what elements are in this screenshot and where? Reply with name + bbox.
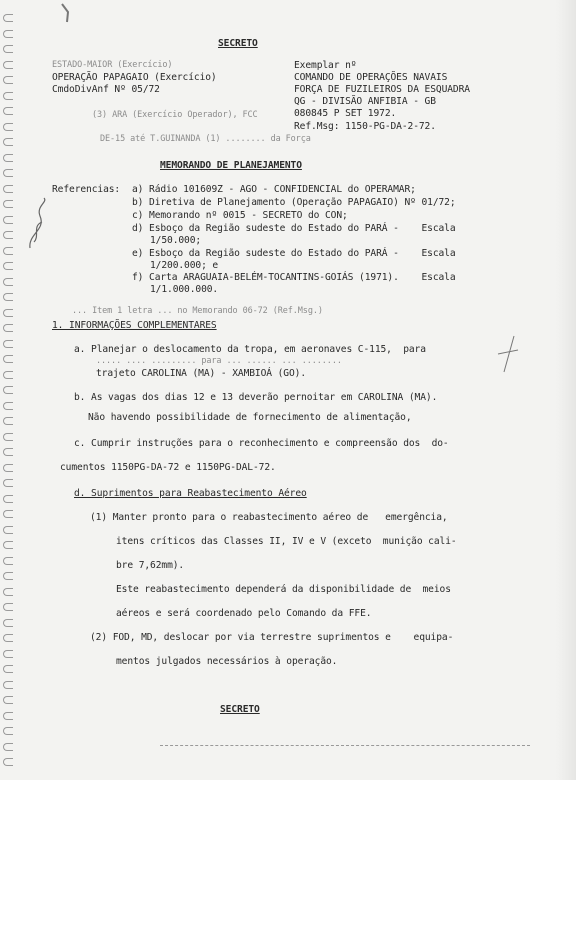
- item-d2-line1: (2) FOD, MD, deslocar por via terrestre suprimentos e equipa-: [90, 632, 454, 643]
- binder-hole: [3, 309, 13, 317]
- bottom-divider: [160, 745, 530, 750]
- binder-hole: [3, 712, 13, 720]
- section-1-title: 1. INFORMAÇÕES COMPLEMENTARES: [52, 320, 217, 331]
- header-left-line3: CmdoDivAnf Nº 05/72: [52, 84, 160, 95]
- memo-title: MEMORANDO DE PLANEJAMENTO: [160, 160, 302, 171]
- item-d1-line3: bre 7,62mm).: [116, 560, 185, 571]
- margin-pen-mark: [494, 334, 520, 374]
- header-right-line6: Ref.Msg: 1150-PG-DA-2-72.: [294, 121, 436, 132]
- binder-hole: [3, 30, 13, 38]
- item-a-line1: a. Planejar o deslocamento da tropa, em aeronaves C-115, para: [74, 344, 426, 355]
- ink-smudge: [60, 2, 72, 26]
- binder-hole: [3, 448, 13, 456]
- item-b-line1: b. As vagas dos dias 12 e 13 deverão pernoitar em CAROLINA (MA).: [74, 392, 438, 403]
- binder-hole: [3, 479, 13, 487]
- binder-hole: [3, 200, 13, 208]
- binder-hole: [3, 45, 13, 53]
- binder-hole: [3, 758, 13, 766]
- binder-hole: [3, 619, 13, 627]
- binder-hole: [3, 14, 13, 22]
- binder-hole: [3, 340, 13, 348]
- classification-bottom: SECRETO: [220, 704, 260, 715]
- binder-hole: [3, 123, 13, 131]
- binder-hole: [3, 278, 13, 286]
- binder-hole: [3, 696, 13, 704]
- binder-hole: [3, 92, 13, 100]
- header-right-line1: Exemplar nº: [294, 60, 357, 71]
- binder-hole: [3, 262, 13, 270]
- reference-d-line1: d) Esboço da Região sudeste do Estado do PARÁ - Escala: [132, 223, 456, 234]
- binder-hole: [3, 76, 13, 84]
- header-right-line3: FORÇA DE FUZILEIROS DA ESQUADRA: [294, 84, 470, 95]
- reference-b: b) Diretiva de Planejamento (Operação PAPAGAIO) Nº 01/72;: [132, 197, 456, 208]
- faint-reference-note: ... Item 1 letra ... no Memorando 06-72 (Ref.Msg.): [72, 306, 323, 316]
- binder-hole: [3, 355, 13, 363]
- reference-f-line2: 1/1.000.000.: [150, 284, 219, 295]
- item-d-title: d. Suprimentos para Reabastecimento Aéreo: [74, 488, 307, 499]
- binder-hole: [3, 681, 13, 689]
- item-a-faint-line: ..... .... ......... para ... ...... ... ........: [96, 356, 342, 366]
- references-label: Referencias:: [52, 184, 121, 195]
- binder-hole: [3, 495, 13, 503]
- header-left-line1: ESTADO-MAIOR (Exercício): [52, 60, 173, 70]
- reference-d-line2: 1/50.000;: [150, 235, 202, 246]
- item-d1-line5: aéreos e será coordenado pelo Comando da FFE.: [116, 608, 372, 619]
- header-right-line5: 080845 P SET 1972.: [294, 108, 397, 119]
- binder-hole: [3, 386, 13, 394]
- page-edge-shadow: [556, 0, 576, 780]
- binder-hole: [3, 433, 13, 441]
- binder-hole: [3, 417, 13, 425]
- item-d1-line4: Este reabastecimento dependerá da disponibilidade de meios: [116, 584, 451, 595]
- reference-a: a) Rádio 101609Z - AGO - CONFIDENCIAL do OPERAMAR;: [132, 184, 416, 195]
- binder-hole: [3, 541, 13, 549]
- faint-line-a: (3) ARA (Exercício Operador), FCC: [92, 110, 258, 120]
- item-c-line1: c. Cumprir instruções para o reconhecimento e compreensão dos do-: [74, 438, 449, 449]
- reference-f-line1: f) Carta ARAGUAIA-BELÉM-TOCANTINS-GOIÁS (1971). Escala: [132, 272, 456, 283]
- binder-hole: [3, 510, 13, 518]
- binder-hole: [3, 572, 13, 580]
- binder-hole: [3, 107, 13, 115]
- binder-hole: [3, 665, 13, 673]
- header-right-line4: QG - DIVISÃO ANFIBIA - GB: [294, 96, 436, 107]
- item-d2-line2: mentos julgados necessários à operação.: [116, 656, 338, 667]
- binder-hole: [3, 526, 13, 534]
- binder-hole: [3, 402, 13, 410]
- item-d1-line2: itens críticos das Classes II, IV e V (exceto munição cali-: [116, 536, 457, 547]
- binder-hole: [3, 371, 13, 379]
- binder-hole: [3, 464, 13, 472]
- binder-hole: [3, 185, 13, 193]
- header-left-line2: OPERAÇÃO PAPAGAIO (Exercício): [52, 72, 217, 83]
- binder-hole: [3, 603, 13, 611]
- binder-hole: [3, 231, 13, 239]
- binder-hole: [3, 650, 13, 658]
- reference-c: c) Memorando nº 0015 - SECRETO do CON;: [132, 210, 348, 221]
- item-d1-line1: (1) Manter pronto para o reabastecimento aéreo de emergência,: [90, 512, 448, 523]
- binder-hole: [3, 154, 13, 162]
- reference-e-line1: e) Esboço da Região sudeste do Estado do PARÁ - Escala: [132, 248, 456, 259]
- classification-top: SECRETO: [218, 38, 258, 49]
- binder-hole: [3, 588, 13, 596]
- binder-hole: [3, 557, 13, 565]
- handwritten-annotation: [26, 196, 52, 252]
- binder-hole: [3, 247, 13, 255]
- binder-hole: [3, 169, 13, 177]
- binder-hole: [3, 634, 13, 642]
- item-c-line2: cumentos 1150PG-DA-72 e 1150PG-DAL-72.: [60, 462, 276, 473]
- binder-hole: [3, 138, 13, 146]
- binder-holes: [3, 0, 21, 780]
- item-a-line2: trajeto CAROLINA (MA) - XAMBIOÁ (GO).: [96, 368, 307, 379]
- item-b-line2: Não havendo possibilidade de fornecimento de alimentação,: [88, 412, 412, 423]
- header-right-line2: COMANDO DE OPERAÇÕES NAVAIS: [294, 72, 448, 83]
- binder-hole: [3, 216, 13, 224]
- binder-hole: [3, 61, 13, 69]
- binder-hole: [3, 293, 13, 301]
- faint-line-b: DE-15 até T.GUINANDA (1) ........ da Força: [100, 134, 311, 144]
- binder-hole: [3, 324, 13, 332]
- reference-e-line2: 1/200.000; e: [150, 260, 219, 271]
- binder-hole: [3, 727, 13, 735]
- binder-hole: [3, 743, 13, 751]
